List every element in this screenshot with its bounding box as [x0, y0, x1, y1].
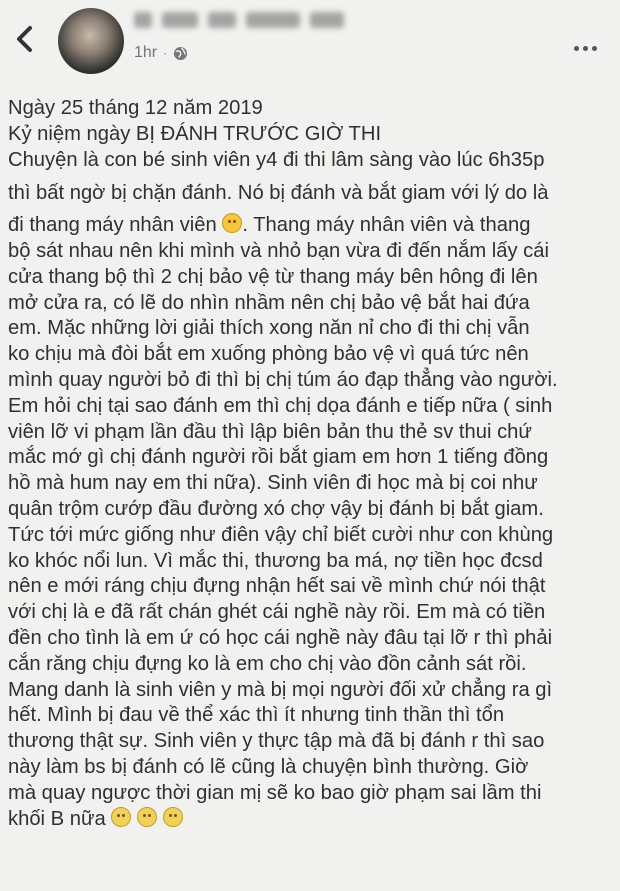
- post-line: thì bất ngờ bị chặn đánh. Nó bị đánh và bắt giam với lý do là: [8, 182, 549, 205]
- post-line: Kỷ niệm ngày BỊ ĐÁNH TRƯỚC GIỜ THI: [8, 122, 382, 145]
- post-line-part: . Thang máy nhân viên và thang: [242, 214, 531, 237]
- post-line: bộ sát nhau nên khi mình và nhỏ bạn vừa đi đến nắm lấy cái: [8, 239, 549, 262]
- post-line: viên lỡ vi phạm lần đầu thì lập biên bản thu thẻ sv thui chứ: [8, 420, 532, 443]
- post-line: Ngày 25 tháng 12 năm 2019: [8, 97, 263, 119]
- post-line: hồ mà hum nay em thi nữa). Sinh viên đi học mà bị coi như: [8, 472, 538, 495]
- globe-icon: [173, 46, 188, 61]
- post-line: [8, 213, 612, 239]
- post-line: Tức tới mức giống như điên vậy chỉ biết cười như con khùng: [8, 523, 554, 546]
- post-line: quân trộm cướp đầu đường xó chợ vậy bị đánh bị bắt giam.: [8, 497, 544, 520]
- post-line: này làm bs bị đánh có lẽ cũng là chuyện bình thường. Giờ: [8, 755, 529, 778]
- post-line: cắn răng chịu đựng ko là em cho chị vào đồn cảnh sát rồi.: [8, 652, 527, 675]
- post-line: mình quay người bỏ đi thì bị chị túm áo đạp thẳng vào người.: [8, 368, 558, 391]
- author-name-blurred[interactable]: [134, 12, 354, 34]
- upside-down-face-emoji: [222, 213, 242, 233]
- post-line: nên e mới ráng chịu đựng nhận hết sai về mình chứ nói thật: [8, 575, 546, 598]
- post-line: Em hỏi chị tại sao đánh em thì chị dọa đánh e tiếp nữa ( sinh: [8, 394, 553, 417]
- crying-face-emoji: [137, 807, 157, 827]
- post-line: em. Mặc những lời giải thích xong năn nỉ cho đi thi chị vẫn: [8, 317, 530, 340]
- post-line: mở cửa ra, có lẽ do nhìn nhầm nên chị bảo vệ bắt hai đứa: [8, 291, 530, 314]
- crying-face-emoji: [111, 807, 131, 827]
- post-body: [8, 96, 612, 832]
- post-line: cửa thang bộ thì 2 chị bảo vệ từ thang máy bên hông đi lên: [8, 265, 538, 288]
- post-header: [0, 0, 620, 82]
- post-line: Mang danh là sinh viên y mà bị mọi người đối xử chẳng ra gì: [8, 678, 553, 701]
- post-line: hết. Mình bị đau về thể xác thì ít nhưng tinh thần thì tổn: [8, 704, 505, 727]
- post-line: Chuyện là con bé sinh viên y4 đi thi lâm sàng vào lúc 6h35p: [8, 148, 545, 171]
- crying-face-emoji: [163, 807, 183, 827]
- more-options-icon[interactable]: [574, 38, 602, 46]
- post-line: với chị là e đã rất chán ghét cái nghề này rồi. Em mà có tiền: [8, 601, 546, 624]
- meta-separator: ·: [163, 46, 168, 60]
- post-line: đền cho tình là em ứ có học cái nghề này đâu tại lỡ r thì phải: [8, 626, 553, 649]
- post-time[interactable]: 1hr: [134, 44, 158, 61]
- post-line: ko khóc nổi lun. Vì mắc thi, thương ba má, nợ tiền học đcsd: [8, 549, 543, 572]
- post-meta: [134, 44, 188, 62]
- post-line: mắc mớ gì chị đánh người rồi bắt giam em hơn 1 tiếng đồng: [8, 446, 549, 469]
- post-line: thương thật sự. Sinh viên y thực tập mà đã bị đánh r thì sao: [8, 730, 545, 753]
- back-chevron-icon[interactable]: [12, 24, 38, 54]
- post-line: [8, 807, 612, 833]
- post-line-part: khối B nữa: [8, 807, 106, 830]
- post-line: ko chịu mà đòi bắt em xuống phòng bảo vệ vì quá tức nên: [8, 343, 529, 366]
- avatar[interactable]: [58, 8, 124, 74]
- post-line: mà quay ngược thời gian mị sẽ ko bao giờ phạm sai lầm thi: [8, 781, 542, 804]
- post-line-part: đi thang máy nhân viên: [8, 214, 217, 237]
